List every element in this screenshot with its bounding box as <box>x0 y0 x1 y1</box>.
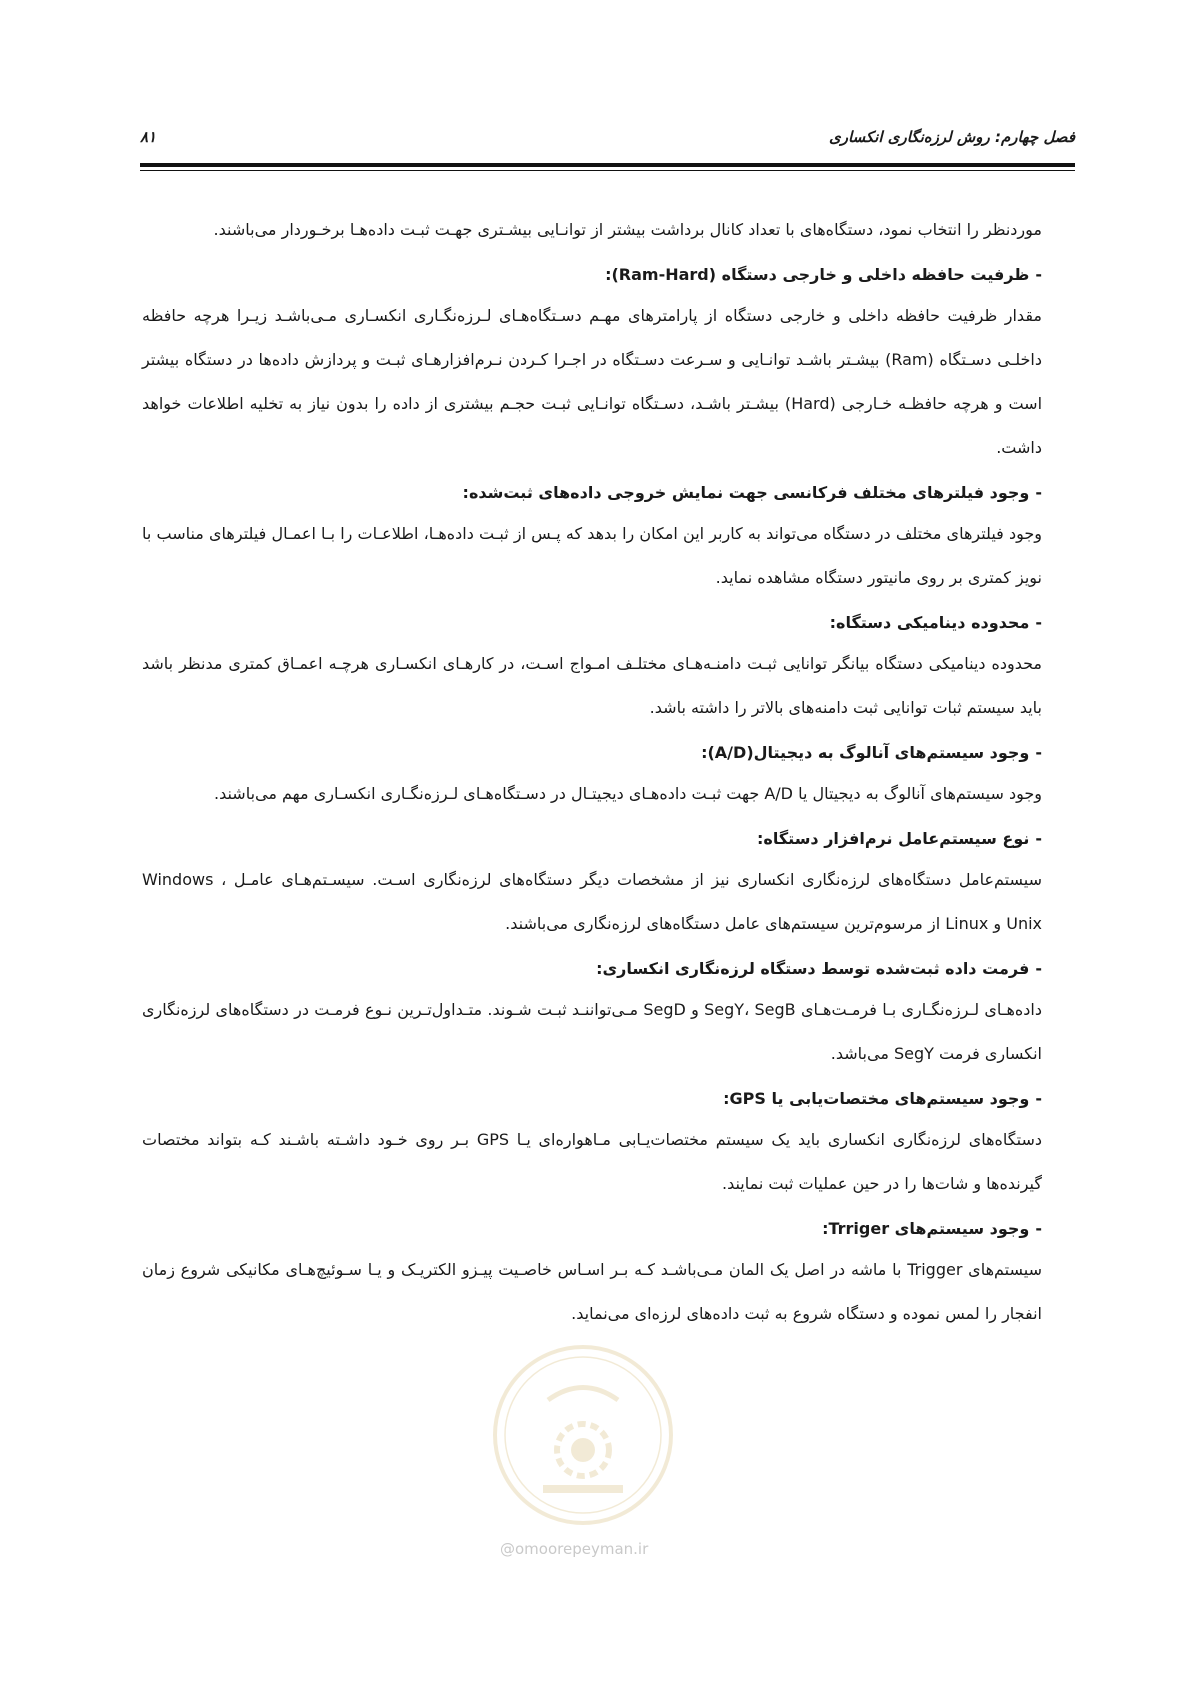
section-heading-text: وجود سیستم‌های مختصات‌یابی یا GPS: <box>723 1089 1030 1108</box>
section-heading-text: محدوده دینامیکی دستگاه: <box>829 613 1030 632</box>
section-heading: -وجود سیستم‌های Trriger: <box>822 1219 1042 1238</box>
section-heading: -نوع سیستم‌عامل نرم‌افزار دستگاه: <box>757 829 1042 848</box>
chapter-title: فصل چهارم: روش لرزه‌نگاری انکساری <box>828 128 1075 146</box>
section-paragraph: محدوده دینامیکی دستگاه بیانگر توانایی ثبـت دامنـه‌هـای مختلـف امـواج اسـت، در کارهـای انکسـاری هرچـه اعمـاق کمتری مدنظر باشد باید سیستم ثبات توانایی ثبت دامنه‌های بالاتر را داشته باشد. <box>142 654 1042 717</box>
body-content <box>142 208 1042 1336</box>
section-paragraph: سیستم‌عامل دستگاه‌های لرزه‌نگاری انکساری نیز از مشخصات دیگر دستگاه‌های لرزه‌نگاری اسـت. سیسـتم‌هـای عامـل Windows ، Unix و Linux از مرسوم‌ترین سیستم‌های عامل دستگاه‌های لرزه‌نگاری می‌باشند. <box>142 870 1043 933</box>
section-heading: -وجود فیلترهای مختلف فرکانسی جهت نمایش خروجی داده‌های ثبت‌شده: <box>462 483 1042 502</box>
section-heading: -وجود سیستم‌های مختصات‌یابی یا GPS: <box>723 1089 1042 1108</box>
section-paragraph: وجود سیستم‌های آنالوگ به دیجیتال یا A/D جهت ثبـت داده‌هـای دیجیتـال در دسـتگاه‌هـای لـرزه‌نگـاری انکسـاری مهم می‌باشند. <box>213 784 1042 803</box>
section-paragraph: داده‌هـای لـرزه‌نگـاری بـا فرمـت‌هـای SegY، SegB و SegD مـی‌تواننـد ثبـت شـوند. متـداول‌تـرین نـوع فرمـت در دستگاه‌های لرزه‌نگاری انکساری فرمت SegY می‌باشد. <box>142 1000 1042 1063</box>
header-rule-thick <box>140 163 1075 167</box>
section-heading: -وجود سیستم‌های آنالوگ به دیجیتال(A/D): <box>701 743 1042 762</box>
section-heading-text: فرمت داده ثبت‌شده توسط دستگاه لرزه‌نگاری انکساری: <box>596 959 1030 978</box>
section-heading-text: وجود فیلترهای مختلف فرکانسی جهت نمایش خروجی داده‌های ثبت‌شده: <box>462 483 1030 502</box>
section-paragraph: وجود فیلترهای مختلف در دستگاه می‌تواند به کاربر این امکان را بدهد که پـس از ثبـت داده‌هـا، اطلاعـات را بـا اعمـال فیلترهای مناسب با نویز کمتری بر روی مانیتور دستگاه مشاهده نماید. <box>142 524 1042 587</box>
section-heading-text: نوع سیستم‌عامل نرم‌افزار دستگاه: <box>757 829 1030 848</box>
watermark-logo <box>488 1340 678 1530</box>
section-paragraph: سیستم‌های Trigger با ماشه در اصل یک المان مـی‌باشـد کـه بـر اسـاس خاصـیت پیـزو الکتریـک و یـا سـوئیچ‌هـای مکانیکی شروع زمان انفجار را لمس نموده و دستگاه شروع به ثبت داده‌های لرزه‌ای می‌نماید. <box>142 1260 1043 1323</box>
header-rule-thin <box>140 170 1075 171</box>
section-heading: -محدوده دینامیکی دستگاه: <box>829 613 1042 632</box>
section-paragraph: مقدار ظرفیت حافظه داخلی و خارجی دستگاه از پارامترهای مهـم دسـتگاه‌هـای لـرزه‌نگـاری انکسـاری مـی‌باشـد زیـرا هرچه حافظه داخلـی دسـتگاه (Ram) بیشـتر باشـد توانـایی و سـرعت دسـتگاه در اجـرا کـردن نـرم‌افزارهـای ثبـت و پردازش داده‌ها در دستگاه بیشتر است و هرچه حافظـه خـارجی (Hard) بیشـتر باشـد، دسـتگاه توانـایی ثبـت حجـم بیشتری از داده را بدون نیاز به تخلیه اطلاعات خواهد داشت. <box>142 306 1043 457</box>
page-number: ۸۱ <box>140 128 157 146</box>
section-heading-text: ظرفیت حافظه داخلی و خارجی دستگاه (Ram-Hard): <box>605 265 1030 284</box>
watermark-url: @omoorepeyman.ir <box>500 1540 649 1558</box>
section-paragraph: دستگاه‌های لرزه‌نگاری انکساری باید یک سیستم مختصات‌یـابی مـاهواره‌ای یـا GPS بـر روی خـود داشـته باشـند کـه بتواند مختصات گیرنده‌ها و شات‌ها را در حین عملیات ثبت نمایند. <box>142 1130 1042 1193</box>
section-heading-text: وجود سیستم‌های Trriger: <box>822 1219 1030 1238</box>
section-heading: -ظرفیت حافظه داخلی و خارجی دستگاه (Ram-Hard): <box>605 265 1042 284</box>
section-heading-text: وجود سیستم‌های آنالوگ به دیجیتال(A/D): <box>701 743 1030 762</box>
page-header <box>140 128 1075 156</box>
section-heading: -فرمت داده ثبت‌شده توسط دستگاه لرزه‌نگاری انکساری: <box>596 959 1042 978</box>
intro-paragraph: موردنظر را انتخاب نمود، دستگاه‌های با تعداد کانال برداشت بیشتر از توانـایی بیشـتری جهـت ثبـت داده‌هـا برخـوردار می‌باشند. <box>213 220 1042 239</box>
